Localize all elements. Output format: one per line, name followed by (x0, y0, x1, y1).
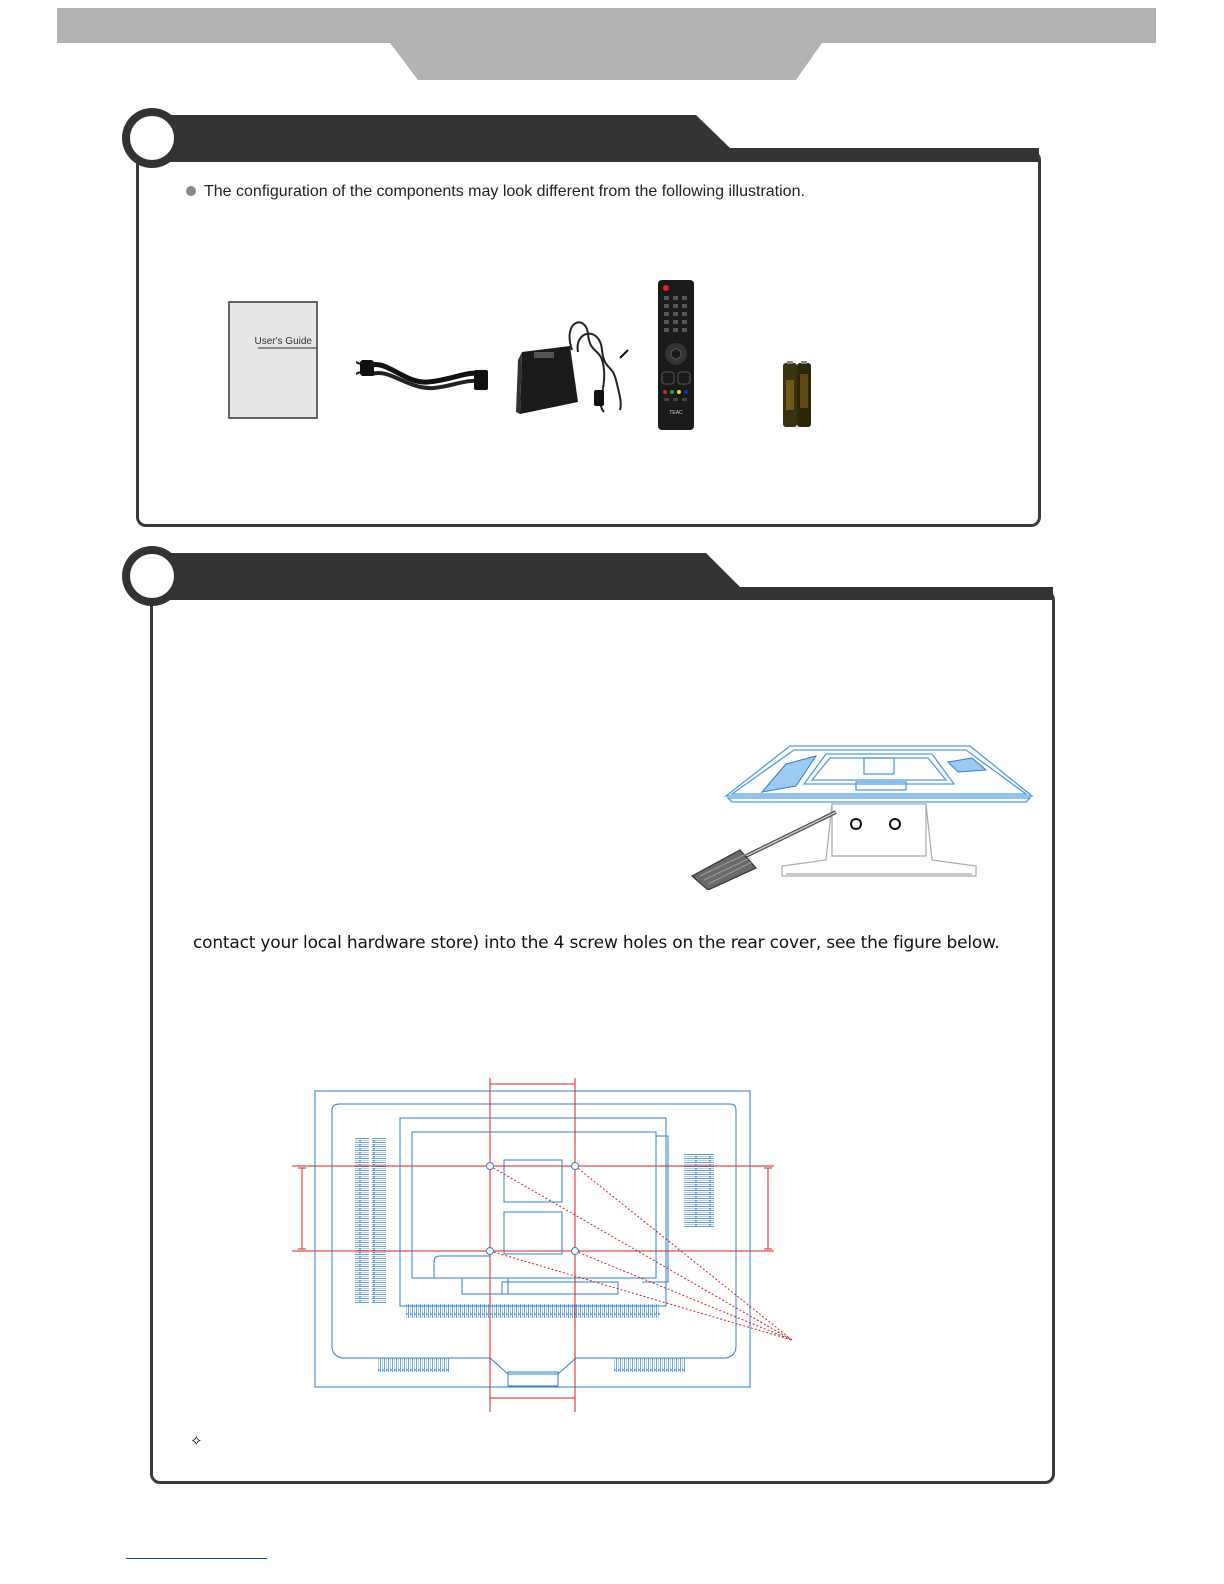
batteries-image (780, 360, 816, 430)
stand-removal-diagram (686, 740, 1038, 890)
accessories-note-text: The configuration of the components may look different from the following illustration. (204, 183, 805, 200)
accessories-note (186, 183, 805, 201)
power-cord-image (356, 348, 490, 396)
users-guide-image (226, 298, 322, 422)
accessories-header (118, 104, 1048, 174)
mount-instruction: contact your local hardware store) into the 4 screw holes on the rear cover, see the figure below. (193, 933, 1000, 953)
bullet-icon (186, 186, 196, 196)
users-guide-label: User's Guide (254, 336, 312, 347)
wall-mount-header (118, 542, 1058, 612)
rear-cover-diagram (290, 1076, 802, 1416)
note-star-icon: ✧ (190, 1433, 203, 1450)
remote-brand-label: TEAC (669, 410, 683, 416)
top-banner (0, 0, 1224, 90)
footer-link-underline (126, 1558, 267, 1559)
power-adapter-image (512, 316, 634, 418)
remote-control-image (656, 278, 696, 432)
